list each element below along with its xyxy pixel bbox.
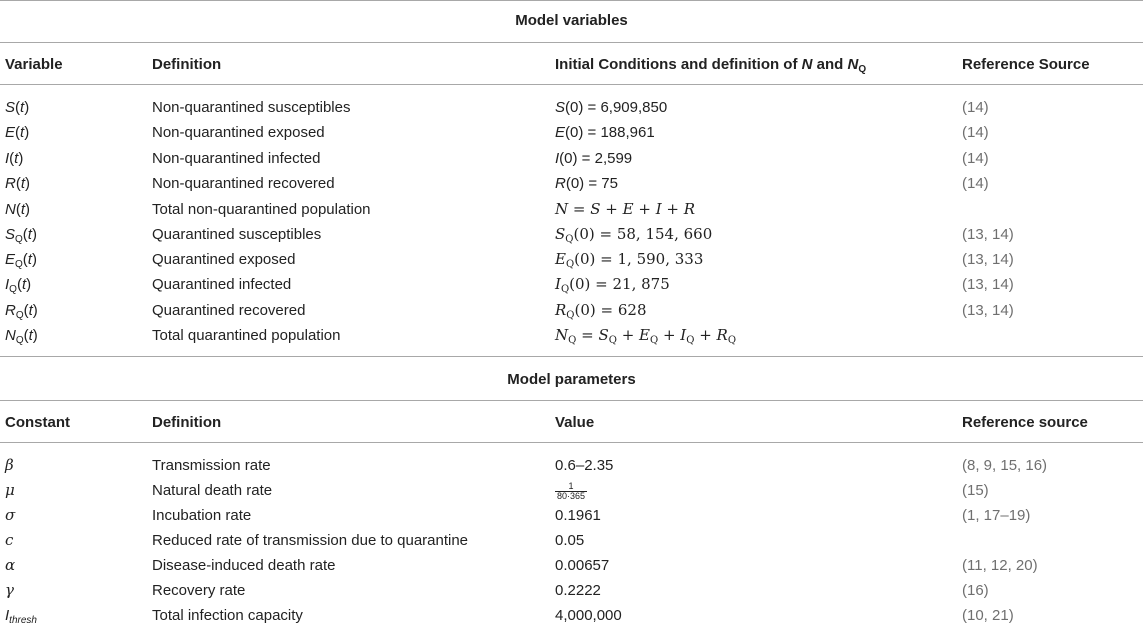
- parameters-top-rule: [0, 356, 1143, 357]
- parameter-reference: (11, 12, 20): [962, 557, 1038, 574]
- variables-header-rule: [0, 84, 1143, 85]
- variable-initial-condition: R(0) = 75: [555, 175, 618, 192]
- variable-reference: (14): [962, 124, 989, 141]
- table-row: [0, 272, 1143, 297]
- variable-reference: (13, 14): [962, 302, 1014, 319]
- variable-definition: Quarantined infected: [152, 276, 292, 293]
- header-initial-conditions: Initial Conditions and definition of N and $N_Q$: [555, 56, 867, 75]
- fraction-denominator: 80·365: [557, 490, 586, 501]
- variable-definition: Total quarantined population: [152, 327, 341, 344]
- variable-reference: (14): [962, 150, 989, 167]
- variables-header-row: [0, 52, 1143, 77]
- parameter-reference: (1, 17–19): [962, 507, 1031, 524]
- variable-definition: Non-quarantined exposed: [152, 124, 325, 141]
- parameter-symbol: γ: [5, 581, 14, 599]
- variable-reference: (13, 14): [962, 226, 1014, 243]
- top-rule: [0, 0, 1143, 1]
- table-row: [0, 298, 1143, 323]
- fraction-numerator: 1: [555, 482, 587, 492]
- parameters-section-title: Model parameters: [507, 371, 636, 388]
- parameter-definition: Natural death rate: [152, 482, 273, 499]
- parameters-header-row: [0, 410, 1143, 435]
- parameter-value: [555, 478, 587, 503]
- table-row: [0, 453, 1143, 478]
- variable-definition: Non-quarantined recovered: [152, 175, 335, 192]
- table-row: [0, 553, 1143, 578]
- variable-definition: Quarantined susceptibles: [152, 226, 322, 243]
- variable-initial-condition: $S_Q(0) = 58$, 154, 660: [555, 225, 713, 245]
- parameter-value: 0.6–2.35: [555, 457, 614, 474]
- table-row: [0, 247, 1143, 272]
- header-definition: Definition: [152, 56, 222, 73]
- variable-initial-condition: N = S + E + I + R: [555, 200, 696, 218]
- table-row: [0, 197, 1143, 222]
- table-row: [0, 578, 1143, 603]
- parameter-definition: Total infection capacity: [152, 607, 303, 624]
- table-row: [0, 503, 1143, 528]
- variable-definition: Non-quarantined susceptibles: [152, 99, 351, 116]
- parameter-reference: (8, 9, 15, 16): [962, 457, 1048, 474]
- parameter-reference: (10, 21): [962, 607, 1014, 624]
- variable-initial-condition: E(0) = 188,961: [555, 124, 655, 141]
- table-row: [0, 528, 1143, 553]
- variable-symbol: S(t): [5, 99, 30, 116]
- parameter-value: 0.1961: [555, 507, 601, 524]
- header-variable: Variable: [5, 56, 63, 73]
- parameter-value: 0.00657: [555, 557, 610, 574]
- parameter-definition: Recovery rate: [152, 582, 246, 599]
- table-row: [0, 171, 1143, 196]
- variable-symbol: R(t): [5, 175, 31, 192]
- variable-symbol: $E_Q(t)$: [5, 251, 37, 270]
- table-row: [0, 603, 1143, 628]
- variable-reference: (13, 14): [962, 251, 1014, 268]
- variable-symbol: N(t): [5, 201, 31, 218]
- table-row: [0, 323, 1143, 348]
- variable-reference: (13, 14): [962, 276, 1014, 293]
- variable-initial-condition: $I_Q(0) = 21$, 875: [555, 275, 670, 295]
- variable-initial-condition: $R_Q(0) = 628$: [555, 301, 647, 321]
- parameter-symbol: β: [5, 456, 14, 474]
- header-value: Value: [555, 414, 595, 431]
- variable-initial-condition: S(0) = 6,909,850: [555, 99, 668, 116]
- variable-initial-condition: $N_Q = S_Q + E_Q + I_Q + R_Q$: [555, 326, 737, 346]
- header-reference-source: Reference Source: [962, 56, 1090, 73]
- table-row: [0, 120, 1143, 145]
- parameter-symbol: σ: [5, 506, 16, 524]
- parameter-definition: Incubation rate: [152, 507, 252, 524]
- parameter-definition: Disease-induced death rate: [152, 557, 336, 574]
- header-definition: Definition: [152, 414, 222, 431]
- parameter-definition: Transmission rate: [152, 457, 271, 474]
- parameter-symbol: c: [5, 531, 14, 549]
- variable-symbol: I(t): [5, 150, 24, 167]
- parameter-value: 4,000,000: [555, 607, 622, 624]
- variables-title-rule: [0, 42, 1143, 43]
- parameter-definition: Reduced rate of transmission due to quarantine: [152, 532, 469, 549]
- variable-symbol: $N_Q(t)$: [5, 327, 38, 346]
- variables-section-title: Model variables: [515, 12, 628, 29]
- variable-initial-condition: $E_Q(0) = 1$, 590, 333: [555, 250, 704, 270]
- variable-symbol: $I_Q(t)$: [5, 276, 32, 295]
- variable-symbol: $R_Q(t)$: [5, 302, 38, 321]
- variable-definition: Non-quarantined infected: [152, 150, 321, 167]
- table-row: [0, 222, 1143, 247]
- table-row: [0, 95, 1143, 120]
- parameters-title-rule: [0, 400, 1143, 401]
- parameter-value: 0.05: [555, 532, 585, 549]
- variable-definition: Quarantined exposed: [152, 251, 296, 268]
- fraction: [555, 482, 587, 501]
- parameter-symbol: μ: [5, 481, 15, 499]
- parameter-value: 0.2222: [555, 582, 601, 599]
- variable-symbol: $S_Q(t)$: [5, 226, 37, 245]
- variable-reference: (14): [962, 175, 989, 192]
- variable-definition: Total non-quarantined population: [152, 201, 371, 218]
- parameters-header-rule: [0, 442, 1143, 443]
- header-constant: Constant: [5, 414, 70, 431]
- variable-definition: Quarantined recovered: [152, 302, 306, 319]
- parameter-reference: (15): [962, 482, 989, 499]
- variable-symbol: E(t): [5, 124, 30, 141]
- table-row: [0, 146, 1143, 171]
- header-reference-source: Reference source: [962, 414, 1088, 431]
- parameter-symbol: $I_{thresh}$: [5, 607, 37, 626]
- table-row: [0, 478, 1143, 503]
- variable-initial-condition: I(0) = 2,599: [555, 150, 633, 167]
- variable-reference: (14): [962, 99, 989, 116]
- parameter-symbol: α: [5, 556, 16, 574]
- parameter-reference: (16): [962, 582, 989, 599]
